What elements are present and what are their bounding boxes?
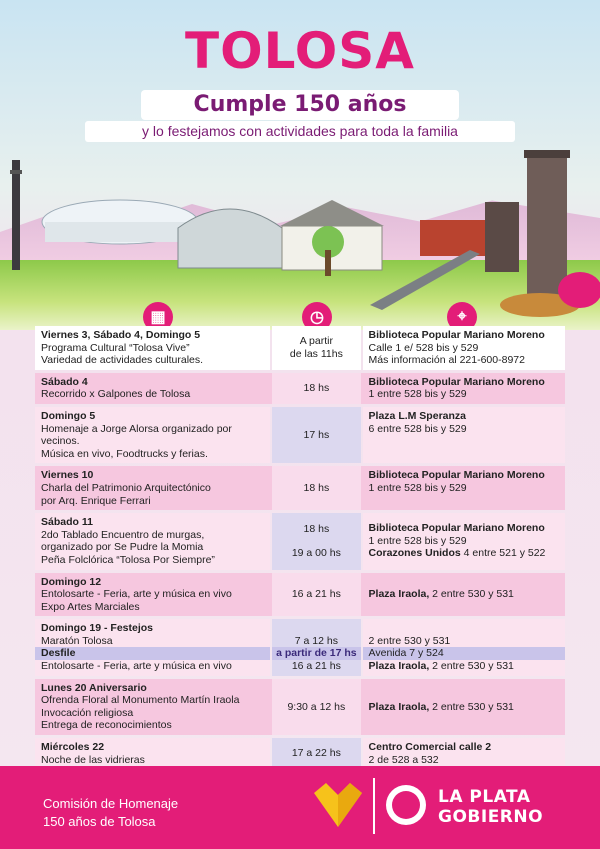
- town-illustration: [0, 150, 600, 330]
- event-time: [272, 513, 360, 569]
- event-row: [35, 373, 565, 404]
- event-place-line: 1 entre 528 bis y 529: [368, 534, 467, 547]
- poster-tagline: y lo festejamos con actividades para toda la familia: [85, 121, 515, 142]
- event-place: [363, 466, 565, 510]
- event-row: [35, 619, 565, 675]
- event-place-line: Calle 1 e/ 528 bis y 529: [368, 341, 479, 354]
- event-place-address: 2 entre 530 y 531: [429, 700, 514, 713]
- event-time: [272, 466, 360, 510]
- event-title: Miércoles 22: [41, 741, 105, 754]
- clock-icon: ◷: [302, 302, 332, 332]
- event-title: Lunes 20 Aniversario: [41, 681, 147, 694]
- event-place-line: [369, 588, 514, 601]
- event-detail: Ofrenda Floral al Monumento Martín Iraola: [41, 694, 240, 707]
- event-place-line: 6 entre 528 bis y 529: [368, 422, 467, 435]
- event-time-text: 18 hs: [303, 522, 330, 535]
- event-title: Domingo 19 - Festejos: [41, 622, 154, 635]
- event-time: [272, 407, 360, 463]
- event-place-name: Biblioteca Popular Mariano Moreno: [368, 329, 545, 341]
- event-place-line: 1 entre 528 bis y 529: [368, 388, 467, 401]
- brand-line: LA PLATA: [438, 787, 531, 807]
- event-detail: Entolosarte - Feria, arte y música en vivo: [41, 588, 232, 601]
- event-place-name: Biblioteca Popular Mariano Moreno: [368, 469, 545, 482]
- event-place-line: Más información al 221-600-8972: [368, 354, 525, 367]
- buildings-graphic: [0, 150, 600, 330]
- event-place-line: 2 entre 530 y 531: [368, 634, 451, 647]
- calendar-icon: ▦: [143, 302, 173, 332]
- event-place-name: Corazones Unidos: [368, 547, 461, 560]
- events-table: [35, 326, 565, 772]
- event-detail: Entrega de reconocimientos: [41, 719, 172, 732]
- event-place: [363, 407, 565, 463]
- event-time: [272, 738, 360, 769]
- event-place-line: [369, 547, 559, 560]
- event-place-name: Plaza L.M Speranza: [368, 409, 466, 422]
- event-row: [35, 407, 565, 463]
- event-time-text: 19 a 00 hs: [291, 547, 341, 560]
- event-place: [363, 738, 565, 769]
- event-place: [363, 513, 565, 569]
- event-detail: Música en vivo, Foodtrucks y ferias.: [41, 447, 208, 460]
- event-description: [35, 326, 270, 370]
- event-place: [363, 679, 565, 735]
- government-brand: [438, 787, 543, 827]
- event-description: [35, 619, 270, 675]
- event-detail: Invocación religiosa: [41, 706, 134, 719]
- event-title: Viernes 3, Sábado 4, Domingo 5: [41, 329, 201, 341]
- event-place-name: Biblioteca Popular Mariano Moreno: [368, 522, 545, 535]
- event-detail: Expo Artes Marciales: [41, 600, 140, 613]
- event-place-line: [369, 701, 514, 714]
- city-seal-icon: [386, 785, 426, 825]
- event-row: [35, 679, 565, 735]
- event-row: [35, 513, 565, 569]
- event-time-text: 17 hs: [303, 428, 330, 441]
- event-place: [363, 373, 565, 404]
- event-description: [35, 573, 270, 617]
- event-title: Domingo 12: [41, 575, 102, 588]
- event-place-line: [369, 660, 559, 673]
- event-detail: 2do Tablado Encuentro de murgas,: [41, 528, 205, 541]
- event-place-name: Centro Comercial calle 2: [368, 741, 492, 754]
- poster-title: TOLOSA: [185, 22, 415, 80]
- brand-line: GOBIERNO: [438, 807, 544, 827]
- event-time-spacer: [278, 535, 354, 547]
- event-time-text: 16 a 21 hs: [291, 588, 341, 601]
- event-place-highlight: Avenida 7 y 524: [363, 647, 565, 660]
- event-description: [35, 679, 270, 735]
- event-row: [35, 326, 565, 370]
- event-description: [35, 373, 270, 404]
- event-time: [272, 679, 360, 735]
- event-title: Sábado 11: [41, 516, 93, 529]
- event-place: [363, 619, 565, 675]
- footer-org: [43, 795, 178, 831]
- poster-subtitle: Cumple 150 años: [141, 90, 459, 120]
- event-time-text: 17 a 22 hs: [291, 747, 341, 760]
- event-place-address: 2 entre 530 y 531: [429, 660, 514, 673]
- event-place-line: 2 de 528 a 532: [368, 753, 439, 766]
- event-title: Viernes 10: [41, 469, 94, 482]
- event-time: [272, 373, 360, 404]
- event-time: [272, 619, 360, 675]
- event-place: [363, 573, 565, 617]
- event-description: [35, 407, 270, 463]
- event-title: Domingo 5: [41, 409, 96, 422]
- event-title: Sábado 4: [41, 375, 88, 388]
- event-time-text: A partir: [299, 335, 333, 348]
- event-detail: Recorrido x Galpones de Tolosa: [41, 388, 191, 401]
- event-detail: por Arq. Enrique Ferrari: [41, 494, 151, 507]
- event-time-text: 7 a 12 hs: [294, 634, 338, 647]
- event-detail: Homenaje a Jorge Alorsa organizado por vecinos.: [41, 422, 232, 448]
- event-place-name: Biblioteca Popular Mariano Moreno: [368, 375, 545, 388]
- event-place: [363, 326, 565, 370]
- event-time-text: 9:30 a 12 hs: [287, 700, 346, 713]
- location-pin-icon: ⌖: [447, 302, 477, 332]
- heart-logo-icon: [310, 783, 366, 827]
- event-detail: organizado por Se Pudre la Momia: [41, 541, 204, 554]
- event-place-address: 2 entre 530 y 531: [429, 588, 514, 601]
- event-place-address: 4 entre 521 y 522: [460, 547, 546, 560]
- event-row: [35, 573, 565, 617]
- event-description: [35, 466, 270, 510]
- event-time-text: 18 hs: [303, 382, 330, 395]
- event-time: [272, 573, 360, 617]
- event-place-name: Plaza Iraola,: [368, 700, 430, 713]
- event-detail: Maratón Tolosa: [41, 634, 113, 647]
- footer-org-line: Comisión de Homenaje: [43, 796, 179, 811]
- event-row: [35, 466, 565, 510]
- event-highlight: Desfile: [35, 647, 270, 660]
- event-time-text: 18 hs: [303, 481, 330, 494]
- event-detail: Programa Cultural “Tolosa Vive”: [41, 341, 190, 354]
- event-detail: Peña Folclórica “Tolosa Por Siempre”: [41, 553, 215, 566]
- event-description: [35, 738, 270, 769]
- event-detail: Noche de las vidrieras: [41, 753, 145, 766]
- footer-divider: [373, 778, 375, 834]
- event-description: [35, 513, 270, 569]
- event-detail: Charla del Patrimonio Arquitectónico: [41, 481, 211, 494]
- event-time-text: de las 11hs: [289, 347, 343, 360]
- event-place-line: 1 entre 528 bis y 529: [368, 481, 467, 494]
- footer-org-line: 150 años de Tolosa: [43, 814, 156, 829]
- event-detail: Entolosarte - Feria, arte y música en vivo: [41, 660, 232, 673]
- event-time-highlight: a partir de 17 hs: [272, 647, 360, 660]
- event-detail: Variedad de actividades culturales.: [41, 354, 204, 367]
- event-row: [35, 738, 565, 769]
- event-place-name: Plaza Iraola,: [368, 660, 430, 673]
- event-time: [272, 326, 360, 370]
- event-place-name: Plaza Iraola,: [368, 588, 430, 601]
- event-time-text: 16 a 21 hs: [291, 660, 341, 673]
